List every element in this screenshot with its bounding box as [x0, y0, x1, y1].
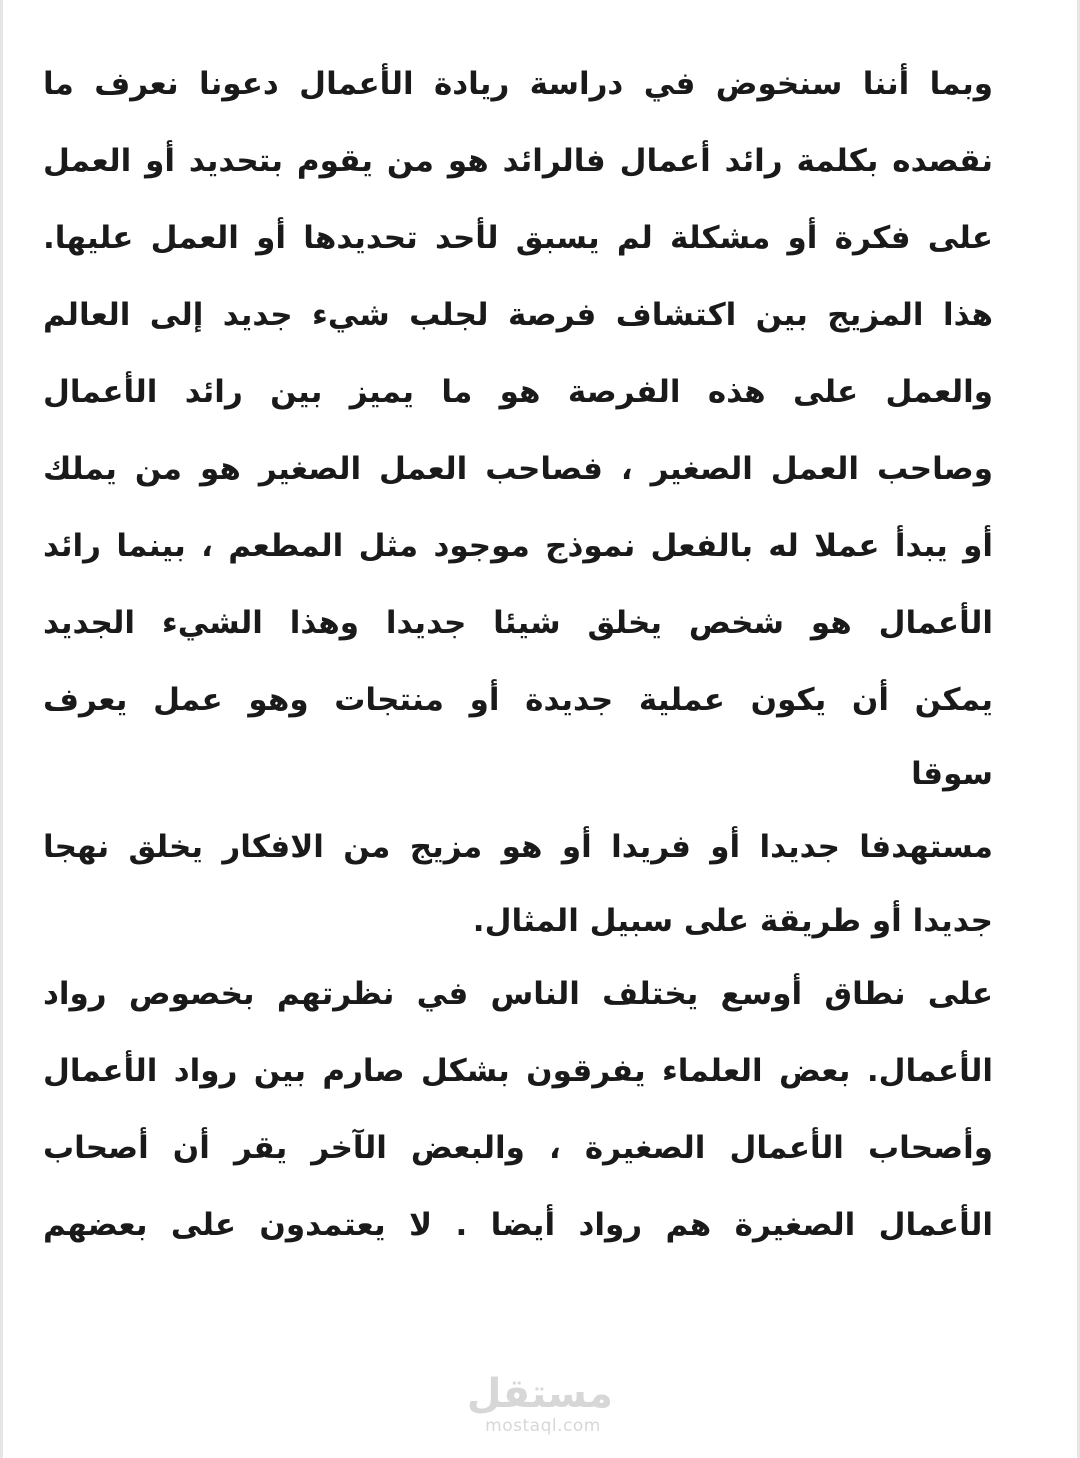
mostaql-watermark — [466, 1371, 613, 1436]
text-line: الأعمال هو شخص يخلق شيئا جديدا وهذا الشيء الجديد — [43, 605, 993, 641]
text-line: الأعمال. بعض العلماء يفرقون بشكل صارم بين رواد الأعمال — [43, 1053, 993, 1089]
text-line: وأصحاب الأعمال الصغيرة ، والبعض الآخر يقر أن أصحاب — [43, 1130, 993, 1166]
text-line: وصاحب العمل الصغير ، فصاحب العمل الصغير هو من يملك — [43, 451, 993, 487]
text-line: أو يبدأ عملا له بالفعل نموذج موجود مثل المطعم ، بينما رائد — [43, 528, 993, 564]
text-line: مستهدفا جديدا أو فريدا أو هو مزيج من الافكار يخلق نهجا — [43, 829, 993, 865]
text-line: والعمل على هذه الفرصة هو ما يميز بين رائد الأعمال — [43, 374, 993, 410]
article-text — [43, 46, 993, 1264]
text-line: سوقا — [911, 756, 993, 792]
text-line: هذا المزيج بين اكتشاف فرصة لجلب شيء جديد إلى العالم — [43, 297, 993, 333]
watermark-logo: مستقل — [466, 1371, 613, 1417]
text-line: يمكن أن يكون عملية جديدة أو منتجات وهو عمل يعرف — [43, 682, 993, 718]
text-line: على نطاق أوسع يختلف الناس في نظرتهم بخصوص رواد — [43, 976, 993, 1012]
text-line: الأعمال الصغيرة هم رواد أيضا . لا يعتمدون على بعضهم — [43, 1207, 993, 1243]
text-line: على فكرة أو مشكلة لم يسبق لأحد تحديدها أو العمل عليها. — [43, 220, 993, 256]
text-line: وبما أننا سنخوض في دراسة ريادة الأعمال دعونا نعرف ما — [43, 66, 993, 102]
watermark-domain: mostaql.com — [485, 1416, 601, 1436]
text-line: نقصده بكلمة رائد أعمال فالرائد هو من يقوم بتحديد أو العمل — [43, 143, 993, 179]
text-line: جديدا أو طريقة على سبيل المثال. — [472, 903, 993, 939]
